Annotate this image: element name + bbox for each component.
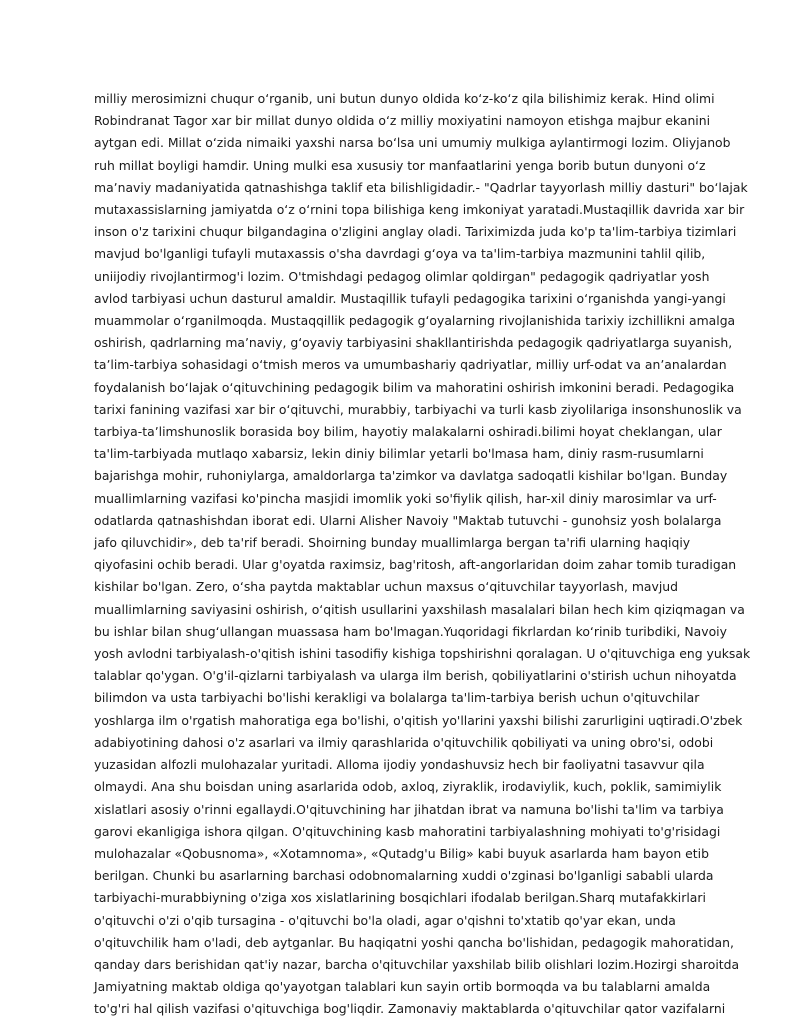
text-line: ta'lim-tarbiyada mutlaqo xabarsiz, lekin diniy bilimlar yetarli bo'lmasa ham, diniy rasm-rusumlarni (94, 446, 704, 462)
text-line: inson o'z tarixini chuqur bilgandagina o'zligini anglay oladi. Tariximizda juda ko'p ta'lim-tarbiya tizimlari (94, 224, 737, 240)
text-line: to'g'ri hal qilish vazifasi o'qituvchiga bog'liqdir. Zamonaviy maktablarda o'qituvchilar qator vazifalarni (94, 1001, 726, 1017)
text-line: Jamiyatning maktab oldiga qo'yayotgan talablari kun sayin ortib bormoqda va bu talablarni amalda (94, 979, 711, 995)
text-line: qiyofasini ochib beradi. Ular g'oyatda raximsiz, bag'ritosh, aft-angorlaridan doim zahar tomib turadigan (94, 557, 737, 573)
text-line: tarixi fanining vazifasi xar bir oʻqituvchi, murabbiy, tarbiyachi va turli kasb ziyolilariga insonshunoslik va (94, 401, 742, 417)
text-line: oshirish, qadrlarning maʼnaviy, gʻoyaviy tarbiyasini shakllantirishda pedagogik qadriyatlarga suyanish, (94, 335, 733, 351)
text-line: bilimdon va usta tarbiyachi bo'lishi kerakligi va bolalarga ta'lim-tarbiya berish uchun o'qituvchilar (94, 690, 700, 706)
text-line: bu ishlar bilan shugʻullangan muassasa ham bo'lmagan.Yuqoridagi fikrlardan koʻrinib turibdiki, Navoiy (94, 623, 727, 639)
text-line: uniijodiy rivojlantirmog'i lozim. O'tmishdagi pedagog olimlar qoldirgan" pedagogik qadriyatlar yosh (94, 268, 710, 284)
text-line: ruh millat boyligi hamdir. Uning mulki esa xususiy tor manfaatlarini yenga borib butun dunyoni oʻz (94, 157, 706, 173)
text-line: tarbiyachi-murabbiyning o'ziga xos xislatlarining bosqichlari ifodalab berilgan.Sharq mutafakkirlari (94, 890, 706, 906)
text-line: aytgan edi. Millat oʻzida nimaiki yaxshi narsa boʻlsa uni umumiy mulkiga aylantirmogi lozim. Oliyjanob (94, 135, 731, 151)
text-line: olmaydi. Ana shu boisdan uning asarlarida odob, axloq, ziyraklik, irodaviylik, kuch, poklik, samimiylik (94, 779, 722, 795)
text-line: foydalanish boʻlajak oʻqituvchining pedagogik bilim va mahoratini oshirish imkonini beradi. Pedagogika (94, 379, 735, 395)
text-line: milliy merosimizni chuqur oʻrganib, uni butun dunyo oldida koʻz-koʻz qila bilishimiz kerak. Hind olimi (94, 91, 715, 106)
text-line: odatlarda qatnashishdan iborat edi. Ularni Alisher Navoiy "Maktab tutuvchi - gunohsiz yosh bolalarga (94, 512, 722, 528)
text-line: talablar qo'ygan. O'g'il-qizlarni tarbiyalash va ularga ilm berish, qobiliyatlarini o'stirish uchun nihoyatda (94, 668, 737, 684)
text-line: bajarishga mohir, ruhoniylarga, amaldorlarga ta'zimkor va davlatga sadoqatli kishilar bo'lgan. Bunday (94, 468, 728, 484)
text-line: garovi ekanligiga ishora qilgan. O'qituvchining kasb mahoratini tarbiyalashning mohiyati to'g'risidagi (94, 823, 721, 839)
text-line: o'qituvchilik ham o'ladi, deb aytganlar. Bu haqiqatni yoshi qancha bo'lishidan, pedagogik mahoratidan, (94, 934, 734, 950)
text-line: yoshlarga ilm o'rgatish mahoratiga ega bo'lishi, o'qitish yo'llarini yaxshi bilishi zarurligini uqtiradi.O'zbek (94, 712, 743, 728)
text-line: taʼlim-tarbiya sohasidagi oʻtmish meros va umumbashariy qadriyatlar, milliy urf-odat va anʼanalardan (94, 357, 727, 373)
text-line: qanday dars berishidan qat'iy nazar, barcha o'qituvchilar yaxshilab bilib olishlari lozim.Hozirgi sharoitda (94, 956, 740, 972)
text-line: muammolar oʻrganilmoqda. Mustaqqillik pedagogik gʻoyalarning rivojlanishida tarixiy izchillikni amalga (94, 313, 736, 329)
text-line: avlod tarbiyasi uchun dasturul amaldir. Mustaqillik tufayli pedagogika tarixini oʻrganishda yangi-yangi (94, 290, 726, 306)
text-line: berilgan. Chunki bu asarlarning barchasi odobnomalarning xuddi o'zginasi bo'lganligi sababli ularda (94, 868, 714, 884)
text-line: maʼnaviy madaniyatida qatnashishga taklif eta bilishligidadir.- "Qadrlar tayyorlash milliy dasturi" boʻlajak (94, 179, 748, 195)
text-line: mutaxassislarning jamiyatda oʻz oʻrnini topa bilishiga keng imkoniyat yaratadi.Mustaqillik davrida xar bir (94, 202, 745, 218)
text-line: mulohazalar «Qobusnoma», «Xotamnoma», «Qutadg'u Bilig» kabi buyuk asarlarda ham bayon etib (94, 845, 709, 861)
text-line: yosh avlodni tarbiyalash-o'qitish ishini tasodifiy kishiga topshirishni qoralagan. U o'qituvchiga eng yuksak (94, 646, 751, 662)
body-text (94, 88, 751, 1021)
text-line: Robindranat Tagor xar bir millat dunyo oldida oʻz milliy moxiyatini namoyon etishga majbur ekanini (94, 113, 711, 129)
text-line: muallimlarning saviyasini oshirish, oʻqitish usullarini yaxshilash masalalari bilan hech kim qiziqmagan va (94, 601, 745, 617)
text-line: tarbiya-taʼlimshunoslik borasida boy bilim, hayotiy malakalarni oshiradi.bilimi hoyat cheklangan, ular (94, 424, 722, 440)
text-line: kishilar bo'lgan. Zero, oʻsha paytda maktablar uchun maxsus oʻqituvchilar tayyorlash, mavjud (94, 579, 679, 595)
text-line: adabiyotining dahosi o'z asarlari va ilmiy qarashlarida o'qituvchilik qobiliyati va uning obro'si, odobi (94, 734, 714, 750)
text-line: mavjud bo'lganligi tufayli mutaxassis o'sha davrdagi gʻoya va ta'lim-tarbiya mazmunini tahlil qilib, (94, 246, 706, 262)
text-line: muallimlarning vazifasi ko'pincha masjidi imomlik yoki so'fiylik qilish, har-xil diniy marosimlar va urf- (94, 490, 717, 506)
text-line: jafo qiluvchidir», deb ta'rif beradi. Shoirning bunday muallimlarga bergan ta'rifi ularning haqiqiy (94, 535, 691, 551)
text-line: o'qituvchi o'zi o'qib tursagina - o'qituvchi bo'la oladi, agar o'qishni to'xtatib qo'yar ekan, unda (94, 912, 676, 928)
text-line: yuzasidan alfozli mulohazalar yuritadi. Alloma ijodiy yondashuvsiz hech bir faoliyatni tasavvur qila (94, 757, 705, 773)
text-line: xislatlari asosiy o'rinni egallaydi.O'qituvchining har jihatdan ibrat va namuna bo'lishi ta'lim va tarbiya (94, 801, 724, 817)
